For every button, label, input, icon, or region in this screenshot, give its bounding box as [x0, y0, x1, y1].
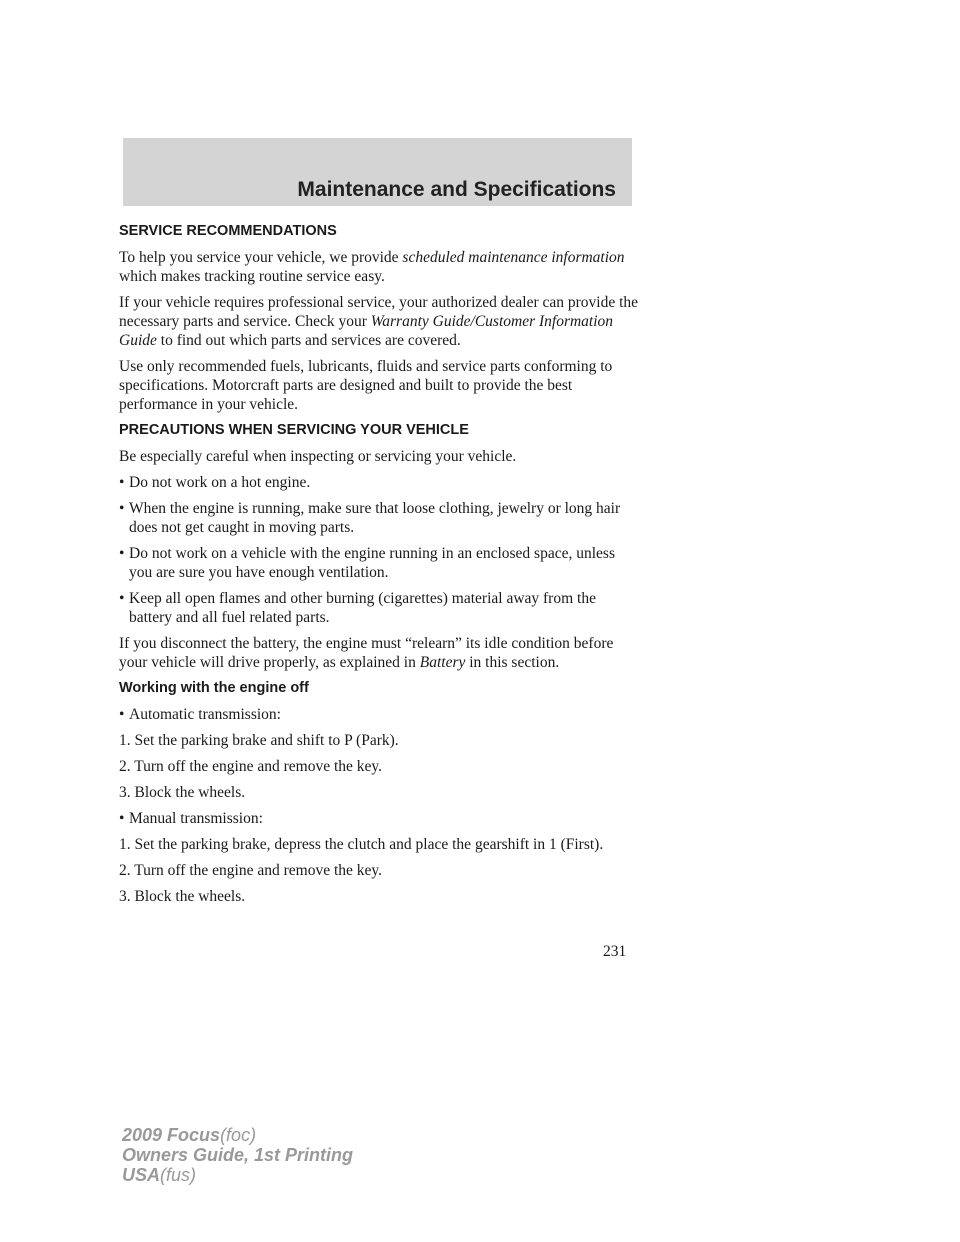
page-number: 231	[603, 943, 627, 960]
paragraph-scheduled-maintenance: To help you service your vehicle, we provide scheduled maintenance information which makes tracking routine service easy.	[119, 249, 625, 285]
step-item: 1. Set the parking brake, depress the clutch and place the gearshift in 1 (First).	[119, 836, 604, 853]
paragraph-precautions-intro: Be especially careful when inspecting or servicing your vehicle.	[119, 448, 517, 465]
paragraph-professional-service: If your vehicle requires professional service, your authorized dealer can provide the necessary parts and service. Check your Warranty Guide/Customer Information Guide to find out which parts and services are covered.	[119, 294, 639, 349]
heading-service-recommendations: SERVICE RECOMMENDATIONS	[119, 223, 337, 239]
footer-guide-edition: Owners Guide, 1st Printing	[122, 1145, 354, 1165]
italic-reference: Warranty Guide/Customer Information Guide	[119, 313, 614, 349]
bullet-item: • When the engine is running, make sure that loose clothing, jewelry or long hair does not get caught in moving parts.	[119, 499, 639, 537]
bullet-item: • Do not work on a vehicle with the engine running in an enclosed space, unless you are sure you have enough ventilation.	[119, 544, 639, 582]
italic-reference: Battery	[419, 654, 466, 671]
bullet-item: • Do not work on a hot engine.	[119, 473, 639, 492]
page-content	[119, 222, 639, 913]
print-footer	[122, 1125, 353, 1185]
footer-model-code: (foc)	[220, 1125, 257, 1145]
section-header-band	[123, 138, 632, 206]
section-title: Maintenance and Specifications	[297, 178, 616, 201]
step-item: 2. Turn off the engine and remove the key.	[119, 758, 383, 775]
footer-market: USA	[122, 1165, 161, 1185]
italic-reference: scheduled maintenance information	[402, 249, 625, 266]
footer-market-code: (fus)	[160, 1165, 197, 1185]
paragraph-battery-relearn: If you disconnect the battery, the engine must “relearn” its idle condition before your vehicle will drive properly, as explained in Battery in this section.	[119, 635, 614, 671]
paragraph-recommended-parts: Use only recommended fuels, lubricants, fluids and service parts conforming to specifications. Motorcraft parts are designed and built to provide the best performance in your vehicle.	[119, 358, 613, 413]
step-item: 3. Block the wheels.	[119, 888, 246, 905]
bullet-manual-transmission: • Manual transmission:	[119, 809, 639, 828]
bullet-item: • Keep all open flames and other burning (cigarettes) material away from the battery and all fuel related parts.	[119, 589, 639, 627]
heading-precautions: PRECAUTIONS WHEN SERVICING YOUR VEHICLE	[119, 422, 469, 438]
bullet-automatic-transmission: • Automatic transmission:	[119, 705, 639, 724]
heading-engine-off: Working with the engine off	[119, 680, 309, 696]
step-item: 2. Turn off the engine and remove the key.	[119, 862, 383, 879]
step-item: 1. Set the parking brake and shift to P (Park).	[119, 732, 399, 749]
step-item: 3. Block the wheels.	[119, 784, 246, 801]
footer-model: 2009 Focus	[122, 1125, 221, 1145]
